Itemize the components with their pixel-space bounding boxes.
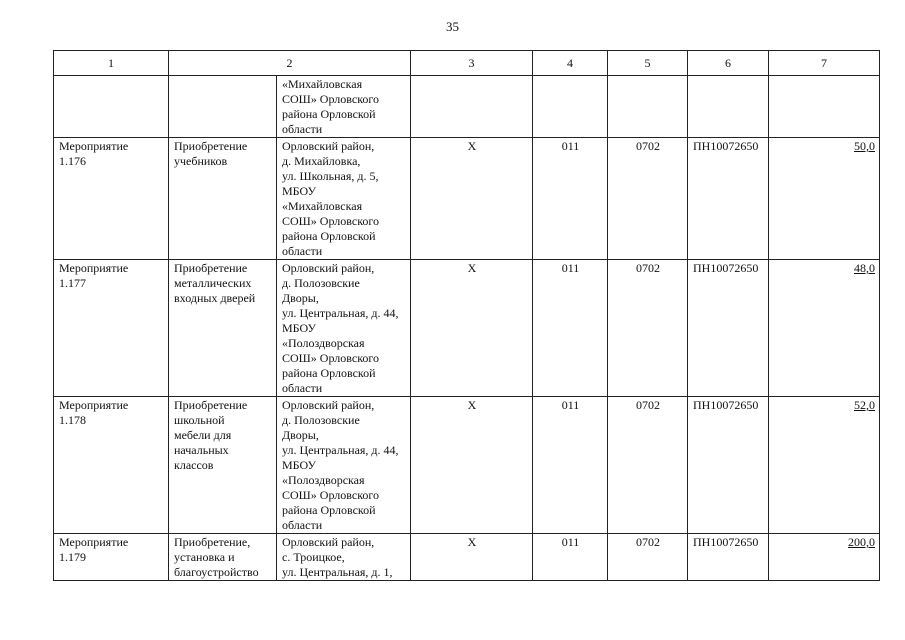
address-cell: Орловский район, д. Михайловка, ул. Школьная, д. 5, МБОУ «Михайловская СОШ» Орловского района Орловской области: [277, 138, 411, 260]
col3-cell: Х: [411, 260, 533, 397]
measure-name-cell: Приобретение учебников: [169, 138, 277, 260]
col4-cell: 011: [533, 397, 608, 534]
measure-id-cell: Мероприятие 1.177: [54, 260, 169, 397]
col5-cell: 0702: [608, 260, 688, 397]
col3-cell: [411, 76, 533, 138]
col7-cell: [769, 76, 880, 138]
col6-cell: ПН10072650: [688, 138, 769, 260]
address-cell: Орловский район, д. Полозовские Дворы, ул. Центральная, д. 44, МБОУ «Полоздворская СОШ» Орловского района Орловской области: [277, 260, 411, 397]
col3-cell: Х: [411, 397, 533, 534]
col6-cell: ПН10072650: [688, 397, 769, 534]
col6-cell: [688, 76, 769, 138]
col6-cell: ПН10072650: [688, 534, 769, 581]
page-number: 35: [446, 19, 459, 34]
col4-cell: 011: [533, 138, 608, 260]
header-cell: 3: [411, 51, 533, 76]
amount-value: 48,0: [854, 261, 875, 275]
address-cell: Орловский район, с. Троицкое, ул. Центральная, д. 1,: [277, 534, 411, 581]
header-cell: 5: [608, 51, 688, 76]
header-cell: 1: [54, 51, 169, 76]
header-cell: 6: [688, 51, 769, 76]
col5-cell: [608, 76, 688, 138]
col7-cell: [769, 397, 880, 534]
table-row: [54, 534, 880, 581]
col4-cell: [533, 76, 608, 138]
col4-cell: 011: [533, 260, 608, 397]
measure-name-cell: Приобретение школьной мебели для начальных классов: [169, 397, 277, 534]
amount-value: 50,0: [854, 139, 875, 153]
measure-name-cell: Приобретение, установка и благоустройство: [169, 534, 277, 581]
header-cell: 2: [169, 51, 411, 76]
measure-name-cell: Приобретение металлических входных дверей: [169, 260, 277, 397]
col5-cell: 0702: [608, 534, 688, 581]
amount-value: 200,0: [848, 535, 875, 549]
header-cell: 7: [769, 51, 880, 76]
budget-table: [53, 50, 880, 581]
col5-cell: 0702: [608, 397, 688, 534]
header-cell: 4: [533, 51, 608, 76]
col6-cell: ПН10072650: [688, 260, 769, 397]
col3-cell: Х: [411, 534, 533, 581]
measure-name-cell: [169, 76, 277, 138]
header-row: [54, 51, 880, 76]
table-row: [54, 76, 880, 138]
table-row: [54, 397, 880, 534]
measure-id-cell: Мероприятие 1.176: [54, 138, 169, 260]
measure-id-cell: [54, 76, 169, 138]
col3-cell: Х: [411, 138, 533, 260]
address-cell: Орловский район, д. Полозовские Дворы, ул. Центральная, д. 44, МБОУ «Полоздворская СОШ» Орловского района Орловской области: [277, 397, 411, 534]
col7-cell: [769, 534, 880, 581]
table-row: [54, 260, 880, 397]
amount-value: 52,0: [854, 398, 875, 412]
col4-cell: 011: [533, 534, 608, 581]
address-cell: «Михайловская СОШ» Орловского района Орловской области: [277, 76, 411, 138]
col5-cell: 0702: [608, 138, 688, 260]
col7-cell: [769, 138, 880, 260]
measure-id-cell: Мероприятие 1.178: [54, 397, 169, 534]
table-row: [54, 138, 880, 260]
measure-id-cell: Мероприятие 1.179: [54, 534, 169, 581]
col7-cell: [769, 260, 880, 397]
